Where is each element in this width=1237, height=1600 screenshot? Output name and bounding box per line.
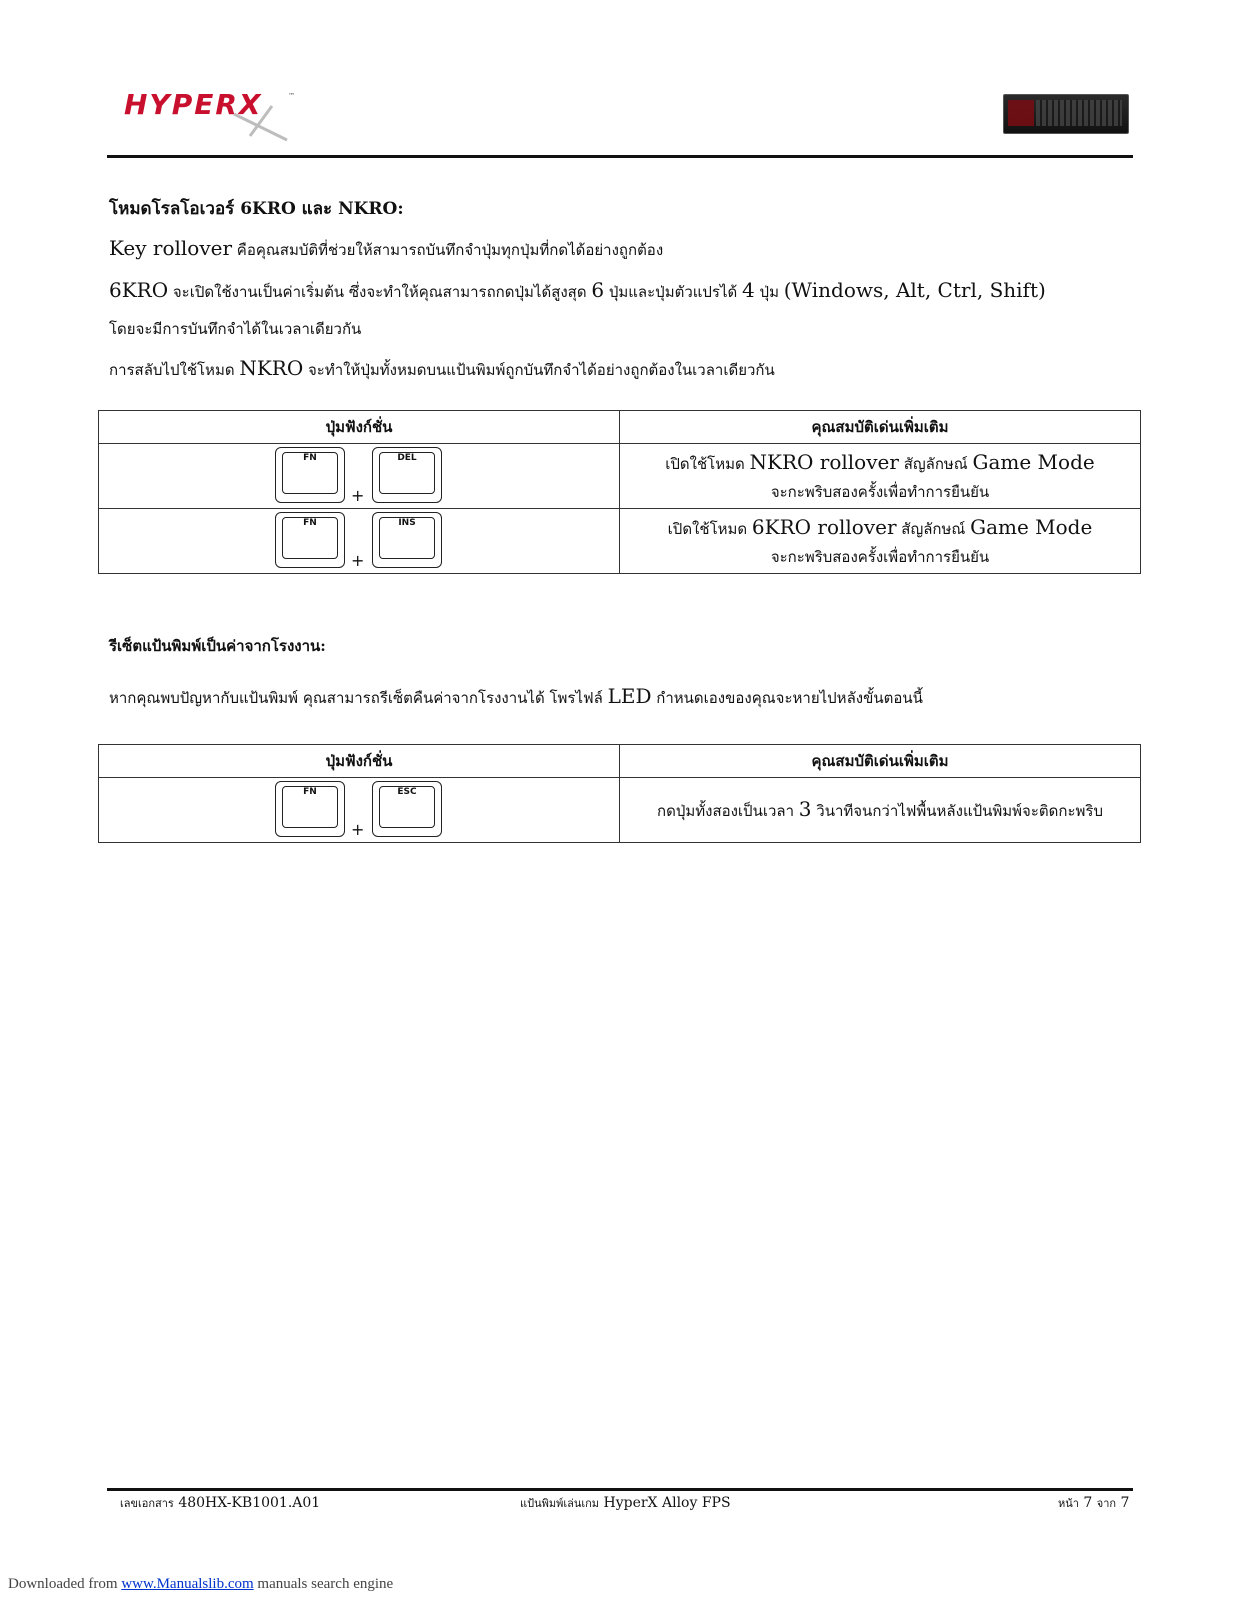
section-title-rollover: โหมดโรลโอเวอร์ 6KRO และ NKRO: bbox=[109, 199, 404, 219]
table-row bbox=[99, 444, 1141, 509]
esc-key-icon: ESC bbox=[372, 781, 442, 837]
footer-page-number: หน้า 7 จาก 7 bbox=[1058, 1495, 1130, 1511]
footer-document-number: เลขเอกสาร 480HX-KB1001.A01 bbox=[120, 1495, 321, 1511]
fn-key-icon: FN bbox=[275, 781, 345, 837]
paragraph-6kro: 6KRO จะเปิดใช้งานเป็นค่าเริ่มต้น ซึ่งจะทำให้คุณสามารถกดปุ่มได้สูงสุด 6 ปุ่มและปุ่มตัวแปรได้ 4 ปุ่ม (Windows, Alt, Ctrl, Shift) bbox=[109, 278, 1046, 302]
plus-sign: + bbox=[351, 486, 365, 505]
logo-trademark: ™ bbox=[288, 92, 295, 100]
factory-reset-table bbox=[98, 744, 1141, 843]
table-header-function-keys: ปุ่มฟังก์ชั่น bbox=[99, 411, 620, 444]
table-row bbox=[99, 778, 1141, 843]
ins-key-icon: INS bbox=[372, 512, 442, 568]
del-key-icon: DEL bbox=[372, 447, 442, 503]
footer-product-name: แป้นพิมพ์เล่นเกม HyperX Alloy FPS bbox=[520, 1495, 731, 1511]
manualslib-link[interactable]: www.Manualslib.com bbox=[121, 1576, 254, 1592]
table-header-features: คุณสมบัติเด่นเพิ่มเติม bbox=[620, 411, 1141, 444]
hyperx-logo bbox=[122, 84, 302, 144]
feature-cell: กดปุ่มทั้งสองเป็นเวลา 3 วินาทีจนกว่าไฟพื้นหลังแป้นพิมพ์จะติดกะพริบ bbox=[620, 778, 1141, 843]
fn-key-icon: FN bbox=[275, 447, 345, 503]
download-note: Downloaded from www.Manualslib.com manuals search engine bbox=[8, 1576, 394, 1592]
logo-text: HYPERX bbox=[124, 88, 263, 121]
table-header-function-keys: ปุ่มฟังก์ชั่น bbox=[99, 745, 620, 778]
paragraph-factory-reset: หากคุณพบปัญหากับแป้นพิมพ์ คุณสามารถรีเซ็ตคืนค่าจากโรงงานได้ โพรไฟล์ LED กำหนดเองของคุณจะหายไปหลังขั้นตอนนี้ bbox=[109, 684, 923, 708]
section-title-factory-reset: รีเซ็ตแป้นพิมพ์เป็นค่าจากโรงงาน: bbox=[109, 637, 326, 655]
rollover-function-table bbox=[98, 410, 1141, 574]
plus-sign: + bbox=[351, 820, 365, 839]
header-divider bbox=[107, 155, 1133, 158]
keyboard-thumbnail bbox=[1003, 94, 1129, 134]
fn-key-icon: FN bbox=[275, 512, 345, 568]
feature-cell: เปิดใช้โหมด 6KRO rollover สัญลักษณ์ Game Mode จะกะพริบสองครั้งเพื่อทำการยืนยัน bbox=[620, 509, 1141, 574]
table-row bbox=[99, 509, 1141, 574]
paragraph-6kro-line2: โดยจะมีการบันทึกจำได้ในเวลาเดียวกัน bbox=[109, 320, 362, 338]
footer-divider bbox=[107, 1488, 1133, 1491]
feature-cell: เปิดใช้โหมด NKRO rollover สัญลักษณ์ Game Mode จะกะพริบสองครั้งเพื่อทำการยืนยัน bbox=[620, 444, 1141, 509]
plus-sign: + bbox=[351, 551, 365, 570]
paragraph-nkro: การสลับไปใช้โหมด NKRO จะทำให้ปุ่มทั้งหมดบนแป้นพิมพ์ถูกบันทึกจำได้อย่างถูกต้องในเวลาเดียวกัน bbox=[109, 356, 775, 380]
paragraph-key-rollover: Key rollover คือคุณสมบัติที่ช่วยให้สามารถบันทึกจำปุ่มทุกปุ่มที่กดได้อย่างถูกต้อง bbox=[109, 236, 664, 260]
table-header-features: คุณสมบัติเด่นเพิ่มเติม bbox=[620, 745, 1141, 778]
